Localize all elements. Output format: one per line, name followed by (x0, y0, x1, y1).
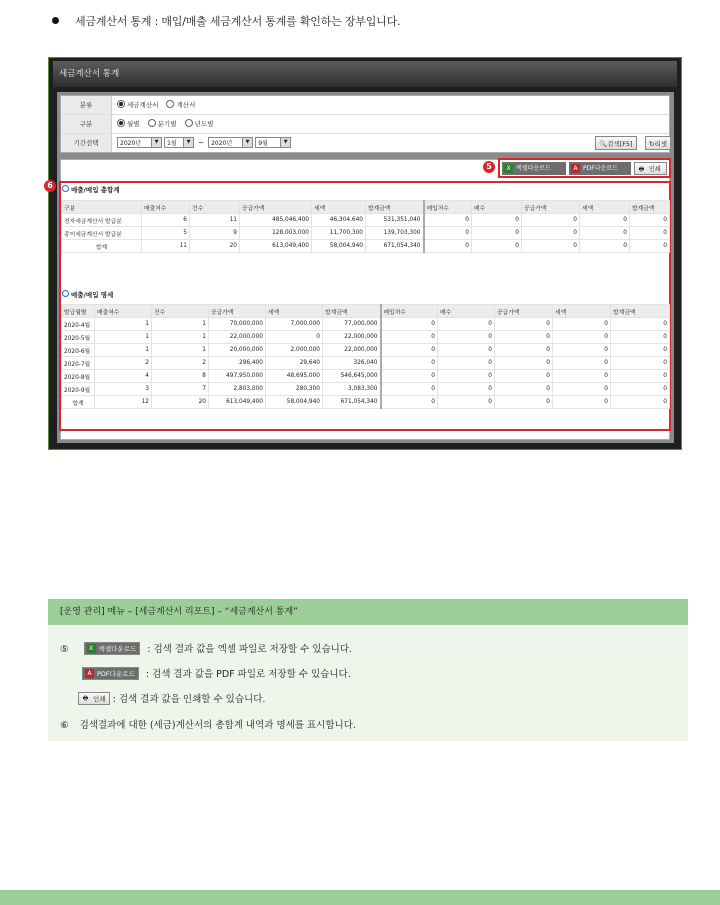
column-header: 세액 (553, 305, 611, 318)
table-cell: 0 (438, 331, 495, 344)
table-cell: 0 (266, 331, 323, 344)
print-button[interactable] (634, 162, 667, 175)
table-cell: 128,003,000 (240, 227, 312, 240)
table-cell: 0 (630, 214, 670, 227)
column-header: 세액 (266, 305, 323, 318)
table-cell: 7 (152, 383, 209, 396)
range-tilde: ~ (198, 139, 205, 147)
radio-monthly-label: 월별 (127, 120, 140, 128)
to-month-select[interactable] (255, 137, 291, 148)
table-cell: 546,645,000 (323, 370, 381, 383)
filter-panel (60, 95, 670, 153)
column-header: 공급가액 (495, 305, 553, 318)
table-header-row (62, 201, 670, 214)
table-cell: 2 (152, 357, 209, 370)
table-cell: 0 (611, 344, 670, 357)
table-cell: 22,000,000 (323, 344, 381, 357)
detail-title (62, 290, 113, 299)
note-header: [운영 관리] 메뉴 – [세금계산서 리포트] – “세금계산서 통계” (48, 599, 688, 625)
from-month-value: 1월 (167, 140, 177, 147)
note-line-print (78, 691, 265, 705)
column-header: 합계금액 (366, 201, 424, 214)
summary-title-label: 매출/매입 총합계 (71, 186, 120, 194)
note-number-6: ⑥ (60, 720, 69, 731)
from-year-select[interactable] (117, 137, 162, 148)
table-cell: 0 (522, 214, 580, 227)
radio-tax-invoice[interactable] (117, 100, 125, 108)
column-header: 매입처수 (424, 201, 472, 214)
table-cell: 0 (381, 383, 438, 396)
table-cell: 326,040 (323, 357, 381, 370)
table-cell: 전자세금계산서 발급분 (62, 214, 142, 227)
table-cell: 58,004,940 (312, 240, 366, 253)
note-excel-desc: : 검색 결과 값을 엑셀 파일로 저장할 수 있습니다. (147, 644, 353, 655)
table-cell: 20 (152, 396, 209, 409)
table-cell: 0 (381, 357, 438, 370)
table-cell: 0 (472, 227, 522, 240)
table-cell: 0 (553, 396, 611, 409)
table-cell: 0 (611, 370, 670, 383)
table-cell: 종이세금계산서 발급분 (62, 227, 142, 240)
table-cell: 48,695,000 (266, 370, 323, 383)
table-cell: 485,046,400 (240, 214, 312, 227)
refresh-icon: ↻ (649, 140, 655, 148)
table-cell: 0 (495, 396, 553, 409)
search-button-label: 검색[F5] (607, 140, 633, 148)
table-row (62, 383, 670, 396)
table-cell: 0 (472, 240, 522, 253)
table-cell: 11,700,300 (312, 227, 366, 240)
table-cell: 22,000,000 (209, 331, 266, 344)
table-cell: 2020-8월 (62, 370, 95, 383)
column-header: 공급가액 (240, 201, 312, 214)
table-cell: 1 (95, 344, 152, 357)
radio-quarterly-label: 분기별 (157, 120, 177, 128)
table-cell: 77,000,000 (323, 318, 381, 331)
table-cell: 0 (580, 227, 630, 240)
column-header: 매출처수 (95, 305, 152, 318)
summary-title (62, 185, 120, 194)
table-cell: 0 (495, 331, 553, 344)
table-cell: 0 (553, 344, 611, 357)
detail-title-label: 매출/매입 명세 (71, 291, 114, 299)
note-excel-chip-label: 엑셀다운로드 (98, 645, 137, 653)
range-label: 기간선택 (61, 134, 112, 152)
table-cell: 0 (580, 240, 630, 253)
table-cell: 1 (95, 331, 152, 344)
table-cell: 0 (381, 370, 438, 383)
table-cell: 0 (495, 383, 553, 396)
table-cell: 46,304,640 (312, 214, 366, 227)
window-title: 세금계산서 통계 (53, 61, 677, 87)
excel-download-button[interactable] (502, 162, 566, 175)
callout-badge-6: 6 (44, 180, 56, 192)
table-cell: 0 (611, 383, 670, 396)
note-print-desc: : 검색 결과 값을 인쇄할 수 있습니다. (112, 694, 266, 705)
table-cell: 0 (381, 344, 438, 357)
table-cell: 4 (95, 370, 152, 383)
table-cell: 0 (522, 240, 580, 253)
table-row (62, 240, 670, 253)
circle-icon (62, 185, 69, 192)
note-print-chip (78, 692, 110, 705)
export-toolbar (498, 158, 671, 178)
table-row (62, 318, 670, 331)
radio-yearly[interactable] (185, 119, 193, 127)
column-header: 구분 (62, 201, 142, 214)
table-cell: 58,004,940 (266, 396, 323, 409)
table-cell: 497,950,000 (209, 370, 266, 383)
column-header: 공급가액 (522, 201, 580, 214)
table-cell: 20 (190, 240, 240, 253)
table-cell: 0 (438, 396, 495, 409)
table-row (62, 357, 670, 370)
to-year-value: 2020년 (211, 140, 233, 147)
table-cell: 0 (381, 396, 438, 409)
column-header: 건수 (152, 305, 209, 318)
table-cell: 12 (95, 396, 152, 409)
note-pdf-chip (82, 667, 139, 680)
column-header: 합계금액 (611, 305, 670, 318)
table-cell: 8 (152, 370, 209, 383)
from-month-select[interactable] (164, 137, 194, 148)
table-cell: 7,000,000 (266, 318, 323, 331)
circle-icon (62, 290, 69, 297)
table-cell: 0 (553, 370, 611, 383)
chevron-down-icon: ▼ (242, 138, 252, 147)
table-cell: 296,400 (209, 357, 266, 370)
table-cell: 0 (424, 227, 472, 240)
table-cell: 0 (495, 370, 553, 383)
chevron-down-icon: ▼ (151, 138, 161, 147)
table-cell: 0 (381, 331, 438, 344)
table-cell: 29,640 (266, 357, 323, 370)
table-header-row (62, 305, 670, 318)
table-cell: 0 (438, 357, 495, 370)
table-cell: 합계 (62, 396, 95, 409)
radio-invoice[interactable] (166, 100, 174, 108)
note-line-pdf (82, 666, 351, 680)
pdf-download-label: PDF다운로드 (583, 165, 618, 172)
table-cell: 0 (611, 396, 670, 409)
table-cell: 22,000,000 (323, 331, 381, 344)
table-row (62, 331, 670, 344)
table-cell: 2,000,000 (266, 344, 323, 357)
note-pdf-desc: : 검색 결과 값을 PDF 파일로 저장할 수 있습니다. (145, 669, 351, 680)
table-cell: 0 (522, 227, 580, 240)
footer-bar (0, 890, 720, 905)
summary-table (61, 200, 670, 253)
table-cell: 0 (630, 227, 670, 240)
to-year-select[interactable] (208, 137, 253, 148)
excel-icon: X (504, 164, 513, 173)
filter-row-type (61, 96, 669, 115)
column-header: 세액 (580, 201, 630, 214)
table-cell: 1 (152, 344, 209, 357)
intro-text (52, 13, 400, 29)
intro-label: 세금계산서 통계 : 매입/매출 세금계산서 통계를 확인하는 장부입니다. (75, 15, 401, 28)
column-header: 세액 (312, 201, 366, 214)
column-header: 공급가액 (209, 305, 266, 318)
bullet-icon (52, 17, 59, 24)
radio-tax-invoice-label: 세금계산서 (127, 101, 159, 109)
table-cell: 9 (190, 227, 240, 240)
table-cell: 0 (424, 240, 472, 253)
table-cell: 70,000,000 (209, 318, 266, 331)
note-box (48, 599, 688, 741)
table-cell: 139,703,300 (366, 227, 424, 240)
printer-icon: 🖶 (638, 166, 645, 173)
table-cell: 6 (142, 214, 190, 227)
excel-download-label: 엑셀다운로드 (516, 165, 551, 172)
table-cell: 0 (630, 240, 670, 253)
period-type-label: 구분 (61, 115, 112, 133)
note-grid-desc: 검색결과에 대한 (세금)계산서의 총합계 내역과 명세를 표시합니다. (79, 720, 356, 731)
callout-badge-5: 5 (483, 161, 495, 173)
column-header: 매수 (472, 201, 522, 214)
table-cell: 613,049,400 (240, 240, 312, 253)
table-cell: 0 (580, 214, 630, 227)
table-cell: 0 (381, 318, 438, 331)
column-header: 발급월별 (62, 305, 95, 318)
table-cell: 2,803,000 (209, 383, 266, 396)
note-line-excel (60, 641, 352, 655)
table-cell: 5 (142, 227, 190, 240)
radio-invoice-label: 계산서 (176, 101, 196, 109)
radio-yearly-label: 년도별 (194, 120, 214, 128)
table-cell: 280,300 (266, 383, 323, 396)
table-cell: 1 (152, 318, 209, 331)
from-year-value: 2020년 (120, 140, 142, 147)
column-header: 매수 (438, 305, 495, 318)
excel-icon: X (87, 644, 96, 653)
radio-quarterly[interactable] (148, 119, 156, 127)
note-number-5: ⑤ (60, 644, 69, 655)
table-row (62, 214, 670, 227)
table-row (62, 344, 670, 357)
table-cell: 0 (611, 318, 670, 331)
column-header: 합계금액 (323, 305, 381, 318)
table-cell: 0 (495, 344, 553, 357)
table-cell: 2020-5월 (62, 331, 95, 344)
table-cell: 0 (495, 357, 553, 370)
table-cell: 0 (611, 357, 670, 370)
table-cell: 531,351,040 (366, 214, 424, 227)
type-label: 분류 (61, 96, 112, 114)
table-cell: 20,000,000 (209, 344, 266, 357)
table-cell: 0 (553, 318, 611, 331)
table-cell: 11 (190, 214, 240, 227)
table-cell: 2020-9월 (62, 383, 95, 396)
table-cell: 11 (142, 240, 190, 253)
table-row (62, 227, 670, 240)
reset-button[interactable] (645, 136, 671, 150)
table-row (62, 370, 670, 383)
table-cell: 1 (95, 318, 152, 331)
note-print-chip-label: 인쇄 (93, 695, 106, 703)
table-cell: 0 (438, 370, 495, 383)
search-icon: 🔍 (599, 140, 608, 148)
table-cell: 0 (438, 344, 495, 357)
filter-row-range (61, 134, 669, 152)
to-month-value: 9월 (258, 140, 268, 147)
table-cell: 0 (495, 318, 553, 331)
table-cell: 3 (95, 383, 152, 396)
table-cell: 0 (424, 214, 472, 227)
table-cell: 613,049,400 (209, 396, 266, 409)
pdf-icon: A (571, 164, 580, 173)
table-row (62, 396, 670, 409)
table-cell: 1 (152, 331, 209, 344)
table-cell: 2020-7월 (62, 357, 95, 370)
table-cell: 3,083,300 (323, 383, 381, 396)
column-header: 매입처수 (381, 305, 438, 318)
column-header: 매출처수 (142, 201, 190, 214)
table-cell: 0 (611, 331, 670, 344)
table-cell: 0 (553, 357, 611, 370)
table-cell: 2020-4월 (62, 318, 95, 331)
column-header: 합계금액 (630, 201, 670, 214)
table-cell: 2020-6월 (62, 344, 95, 357)
radio-monthly[interactable] (117, 119, 125, 127)
search-button[interactable] (595, 136, 637, 150)
chevron-down-icon: ▼ (183, 138, 193, 147)
print-button-label: 인쇄 (649, 166, 661, 173)
column-header: 건수 (190, 201, 240, 214)
pdf-download-button[interactable] (569, 162, 631, 175)
table-cell: 0 (472, 214, 522, 227)
chevron-down-icon: ▼ (280, 138, 290, 147)
table-cell: 0 (553, 331, 611, 344)
table-cell: 0 (553, 383, 611, 396)
pdf-icon: A (85, 669, 94, 678)
table-cell: 합계 (62, 240, 142, 253)
table-cell: 0 (438, 318, 495, 331)
table-cell: 0 (438, 383, 495, 396)
detail-table (61, 304, 670, 409)
note-excel-chip (84, 642, 141, 655)
table-cell: 671,054,340 (366, 240, 424, 253)
table-cell: 671,054,340 (323, 396, 381, 409)
reset-button-label: 리셋 (654, 140, 668, 148)
note-line-grid (60, 717, 356, 731)
printer-icon: 🖶 (82, 695, 89, 702)
table-cell: 2 (95, 357, 152, 370)
note-pdf-chip-label: PDF다운로드 (97, 670, 135, 678)
filter-row-period-type (61, 115, 669, 134)
